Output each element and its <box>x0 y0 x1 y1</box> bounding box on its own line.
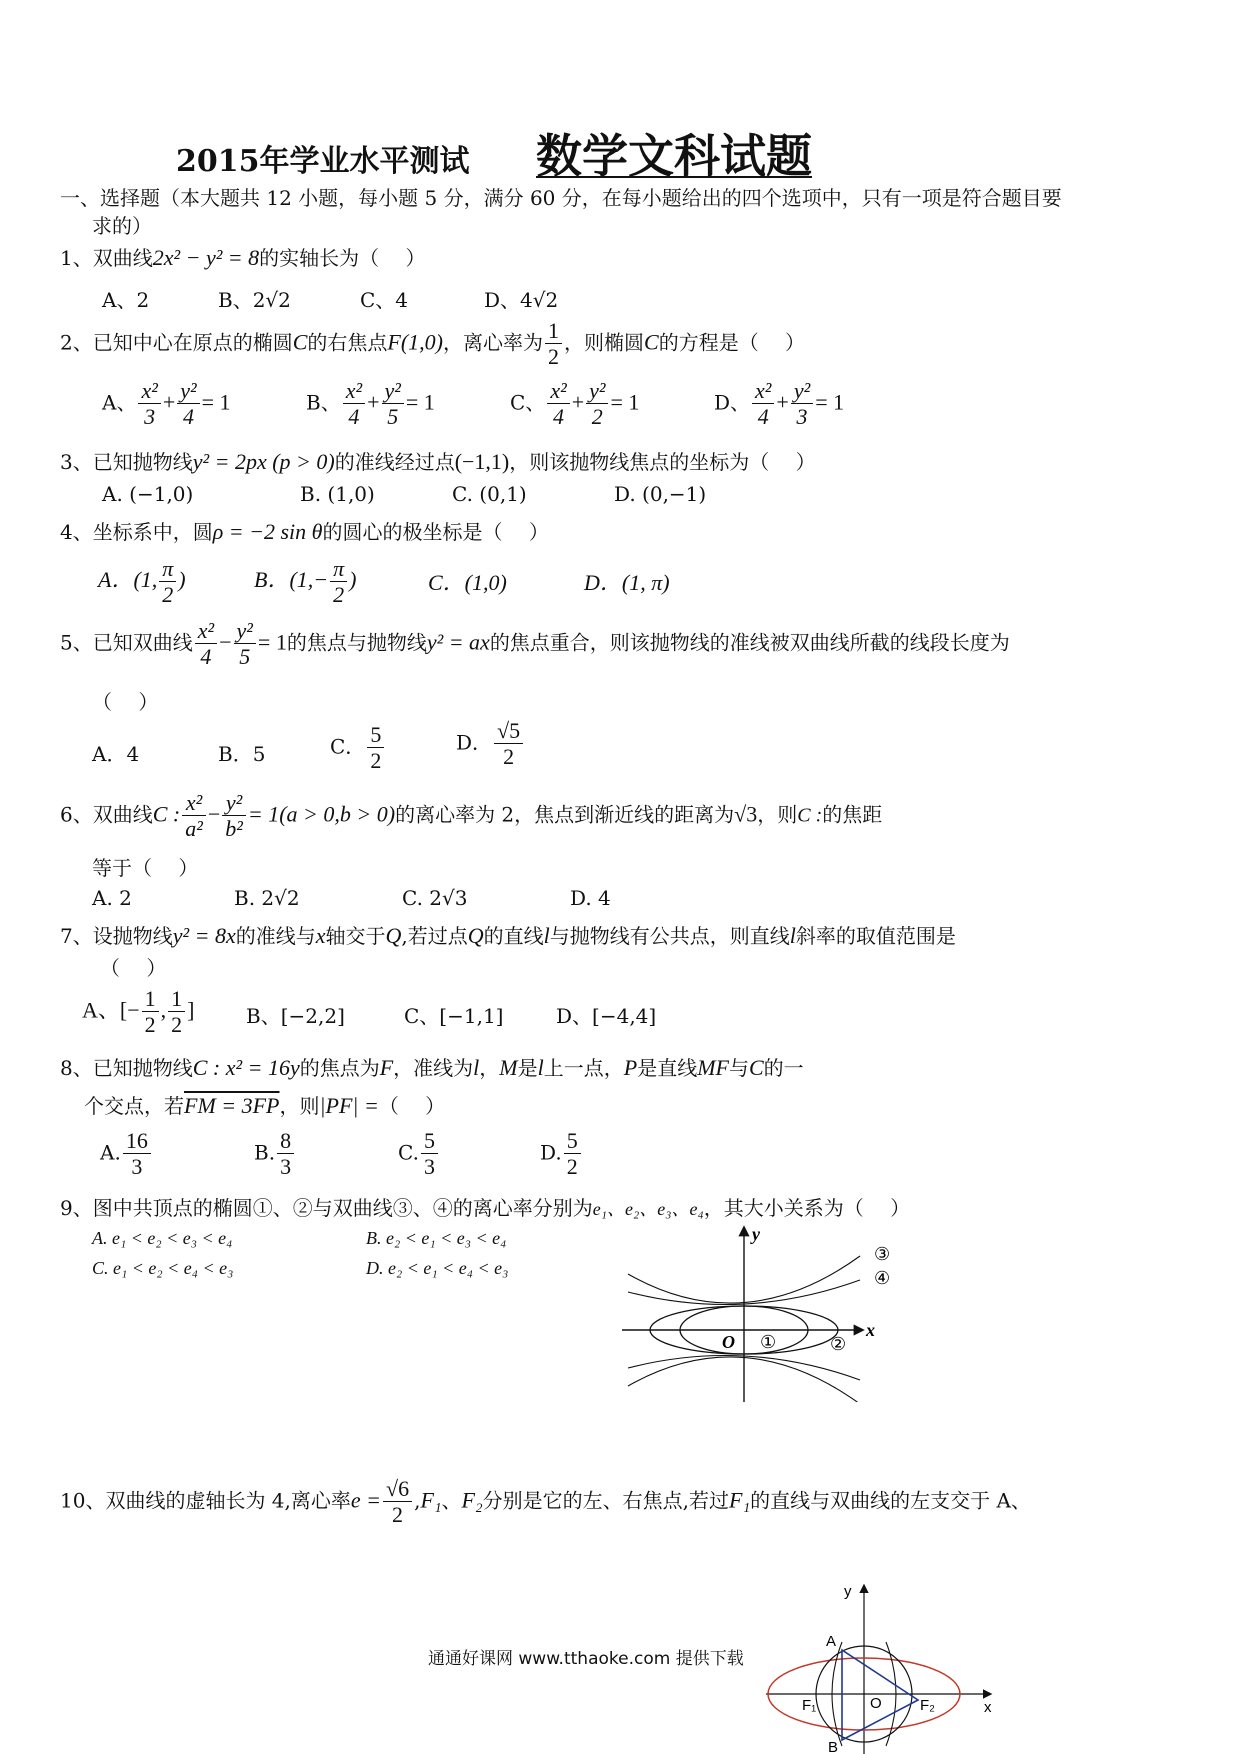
q4-option-b: B．(1,− $\frac{\pi}{2}$ ) <box>254 556 357 608</box>
q7-option-d: D、[−4,4] <box>556 1004 657 1028</box>
q2-option-c: C、 $\frac{\text{x²}}{4}$ + $\frac{\text{y²}}{2}$ = 1 <box>510 378 640 430</box>
q1-option-c: C、4 <box>360 288 409 312</box>
q6-stem-cont: 等于（ ） <box>92 856 199 880</box>
section-heading: 一、选择题（本大题共 12 小题，每小题 5 分，满分 60 分，在每小题给出的四个选项中，只有一项是符合题目要 <box>60 186 1062 210</box>
q5-stem-cont: （ ） <box>92 690 159 714</box>
q1-option-d: D、4√2 <box>484 288 559 312</box>
q5-option-a: A．4 <box>92 742 140 766</box>
q1-expr: 2x² − y² = 8 <box>152 245 260 270</box>
question-10: 10、双曲线的虚轴长为 4,离心率e = $\frac{√6}{2}$ ,F₁、F₂分别是它的左、右焦点,若过F₁的直线与双曲线的左支交于 A、 <box>60 1476 1031 1528</box>
question-2 <box>60 318 805 370</box>
q9-option-d: D. e₂ < e₁ < e₄ < e₃ <box>366 1258 509 1278</box>
q10-label-x: x <box>984 1699 992 1716</box>
page-footer: 通通好课网 www.tthaoke.com 提供下载 <box>428 1649 744 1669</box>
question-5: 5、已知双曲线 $\frac{\text{x²}}{4}$ − $\frac{\text{y²}}{5}$ = 1的焦点与抛物线y² = ax的焦点重合，则该抛物线的准线被双曲线所截的线段长度为 <box>60 618 1010 670</box>
q2-C: C <box>292 329 308 355</box>
q9-label-x: x <box>866 1320 875 1340</box>
section-heading-cont: 求的） <box>92 214 152 238</box>
q2-option-a: A、 $\frac{\text{x²}}{3}$ + $\frac{\text{y²}}{4}$ = 1 <box>102 378 231 430</box>
question-4: 4、坐标系中，圆ρ = −2 sin θ的圆心的极坐标是（ ） <box>60 519 549 544</box>
q2-C2: C <box>644 329 659 355</box>
q3-option-d: D. (0,−1) <box>614 482 707 506</box>
q8-option-c: C. $\frac{5}{3}$ <box>398 1128 440 1180</box>
q2-stem-e: 的方程是（ ） <box>658 330 806 355</box>
q5-option-c: C． $\frac{5}{2}$ <box>330 722 386 774</box>
q1-stem-end: 的实轴长为（ ） <box>259 246 426 270</box>
question-3: 3、已知抛物线y² = 2px (p > 0)的准线经过点(−1,1)，则该抛物线焦点的坐标为（ ） <box>60 449 816 474</box>
question-8: 8、已知抛物线C : x² = 16y的焦点为F，准线为l，M是l上一点，P是直线MF与C的一 <box>60 1055 804 1080</box>
q1-option-b: B、2√2 <box>218 288 291 312</box>
q10-label-O: O <box>870 1695 882 1712</box>
page-title-right: 数学文科试题 <box>536 129 812 183</box>
q10-label-y: y <box>844 1583 852 1600</box>
q10-label-F1: F₁ <box>802 1697 817 1714</box>
q6-option-b: B. 2√2 <box>234 886 300 910</box>
q9-label-3: ③ <box>874 1244 891 1265</box>
q2-ecc-frac: $\frac{1}{2}$ <box>545 318 562 370</box>
q10-label-A: A <box>826 1633 837 1650</box>
q7-option-a: A、[− $\frac{1}{2}$ , $\frac{1}{2}$ ] <box>82 986 195 1038</box>
q4-option-d: D．(1, π) <box>584 570 670 595</box>
q2-stem: 2、已知中心在原点的椭圆 <box>60 330 293 355</box>
q10-label-F2: F₂ <box>920 1697 935 1714</box>
q2-stem-b: 的右焦点 <box>307 330 388 355</box>
q9-label-y: y <box>752 1224 760 1244</box>
q9-option-c: C. e₁ < e₂ < e₄ < e₃ <box>92 1258 234 1278</box>
q5-option-d: D． $\frac{√5}{2}$ <box>456 718 525 770</box>
q10-figure <box>762 1582 1002 1754</box>
q9-label-4: ④ <box>874 1268 891 1289</box>
q8-option-d: D. $\frac{5}{2}$ <box>540 1128 583 1180</box>
q8-option-b: B. $\frac{8}{3}$ <box>254 1128 296 1180</box>
q9-figure <box>610 1222 900 1402</box>
q9-label-1: ① <box>760 1332 777 1353</box>
q9-label-O: O <box>722 1332 735 1352</box>
q6-option-c: C. 2√3 <box>402 886 468 910</box>
question-6: 6、双曲线C : $\frac{\text{x²}}{\text{a²}}$ − $\frac{\text{y²}}{\text{b²}}$ = 1(a > 0,b > 0)的离心率为 2，焦点到渐近线的距离为√3，则C :的焦距 <box>60 790 883 842</box>
q6-option-d: D. 4 <box>570 886 611 910</box>
q8-option-a: A. $\frac{16}{3}$ <box>100 1128 153 1180</box>
q3-option-a: A. (−1,0) <box>102 482 194 506</box>
q2-option-b: B、 $\frac{\text{x²}}{4}$ + $\frac{\text{y²}}{5}$ = 1 <box>306 378 435 430</box>
question-7: 7、设抛物线y² = 8x的准线与x轴交于Q,若过点Q的直线l与抛物线有公共点，则直线l斜率的取值范围是 <box>60 923 956 948</box>
q9-option-b: B. e₂ < e₁ < e₃ < e₄ <box>366 1228 507 1248</box>
q1-stem: 1、双曲线 <box>60 246 153 270</box>
q1-option-a: A、2 <box>102 288 150 312</box>
q2-stem-d: ，则椭圆 <box>564 330 645 355</box>
q2-option-d: D、 $\frac{\text{x²}}{4}$ + $\frac{\text{y²}}{3}$ = 1 <box>714 378 845 430</box>
q8-stem-cont: 个交点，若FM = 3FP，则|PF| =（ ） <box>84 1093 446 1118</box>
q6-option-a: A. 2 <box>92 886 132 910</box>
q3-option-c: C. (0,1) <box>452 482 527 506</box>
question-1 <box>60 242 426 271</box>
q4-option-a: A．(1, $\frac{\pi}{2}$ ) <box>98 556 186 608</box>
q5-option-b: B．5 <box>218 742 266 766</box>
q2-stem-c: ，离心率为 <box>443 330 544 355</box>
q10-label-B: B <box>828 1739 839 1754</box>
question-9: 9、图中共顶点的椭圆①、②与双曲线③、④的离心率分别为e₁、e₂、e₃、e₄，其大小关系为（ ） <box>60 1196 911 1220</box>
q7-stem-cont: （ ） <box>100 956 167 980</box>
q4-option-c: C．(1,0) <box>428 570 507 595</box>
q3-option-b: B. (1,0) <box>300 482 375 506</box>
q9-label-2: ② <box>830 1334 847 1355</box>
page-title-left: 2015年学业水平测试 <box>176 144 470 179</box>
q2-F: F(1,0) <box>387 329 444 355</box>
q7-option-b: B、[−2,2] <box>246 1004 345 1028</box>
q7-option-c: C、[−1,1] <box>404 1004 504 1028</box>
q9-option-a: A. e₁ < e₂ < e₃ < e₄ <box>92 1228 233 1248</box>
